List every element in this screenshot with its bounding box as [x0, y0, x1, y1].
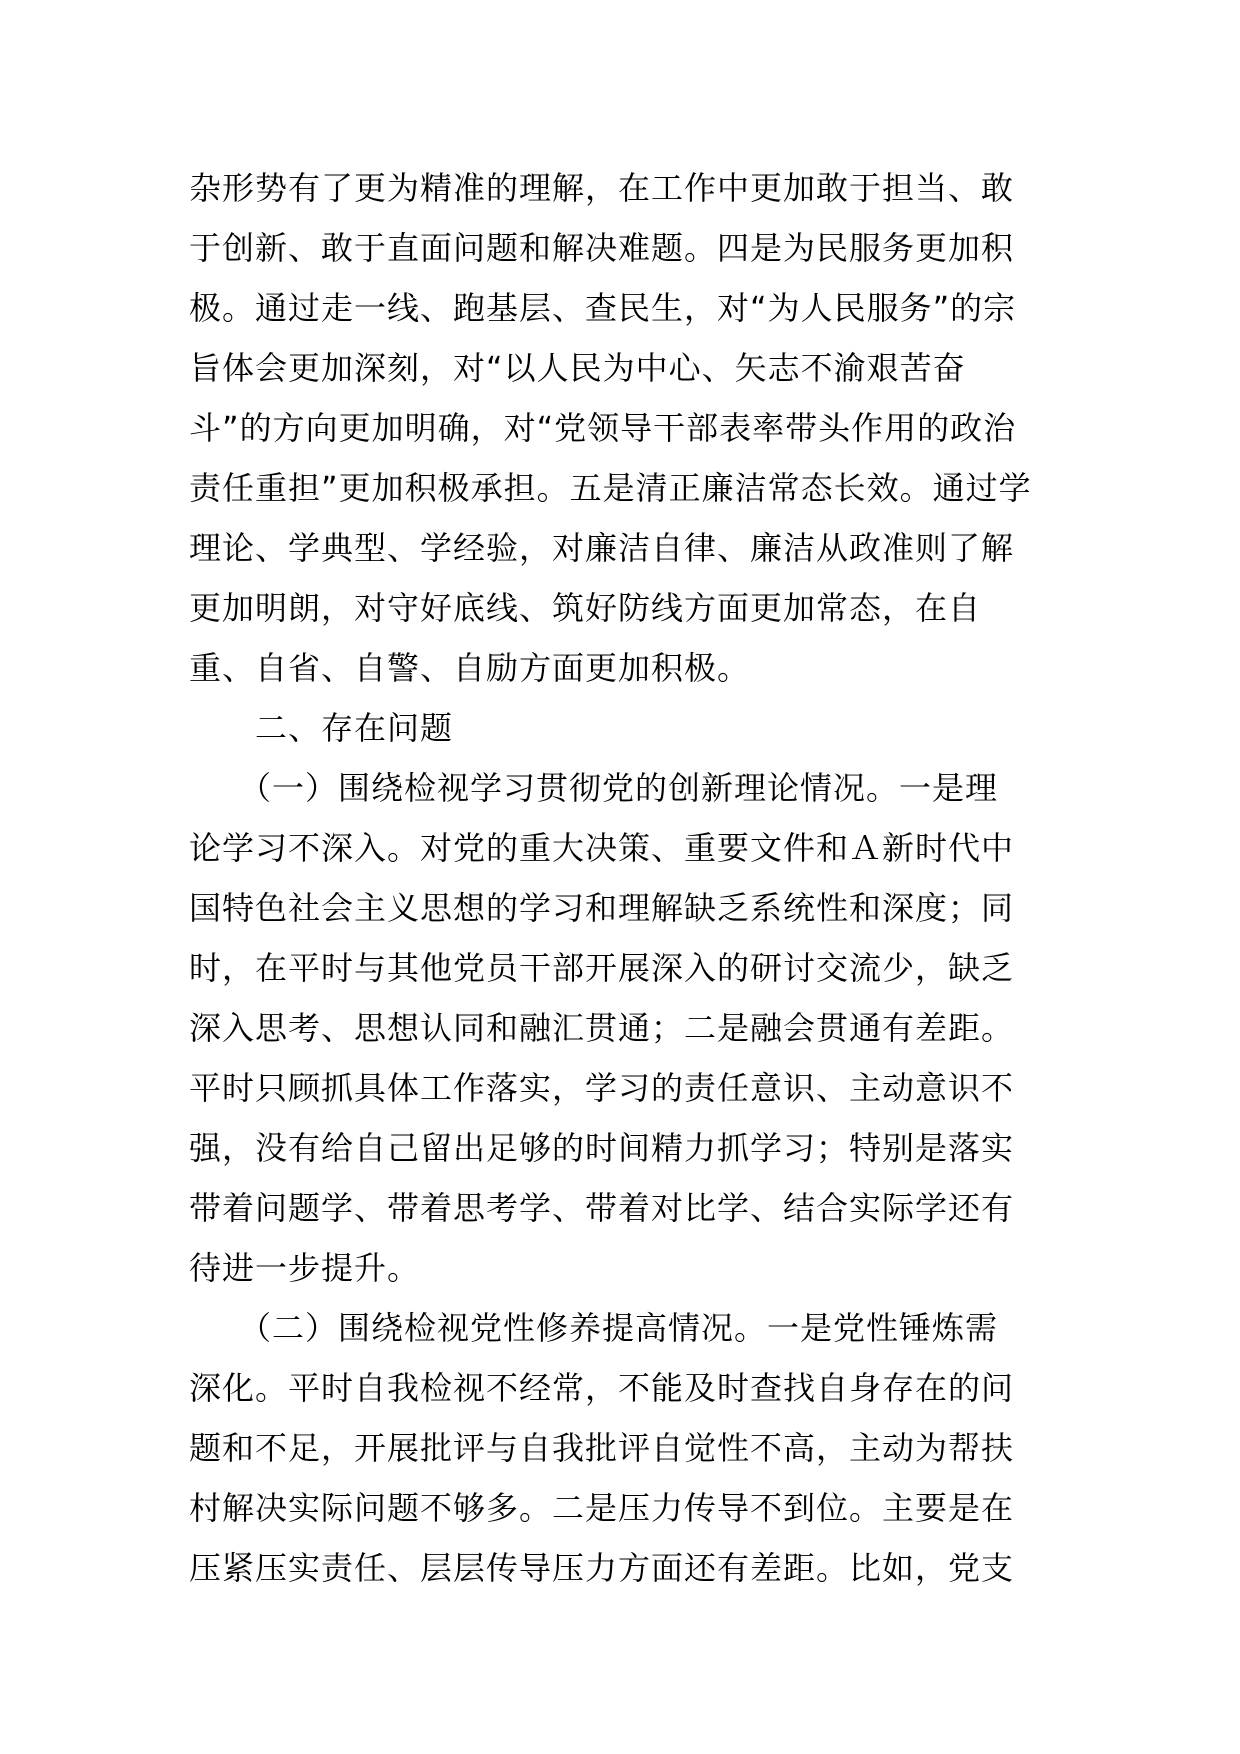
text-line: 压紧压实责任、层层传导压力方面还有差距。比如，党支	[189, 1549, 1015, 1587]
text-line: 杂形势有了更为精准的理解，在工作中更加敢于担当、敢	[189, 169, 1015, 207]
text-line: 待进一步提升。	[189, 1249, 421, 1287]
text-line: 时，在平时与其他党员干部开展深入的研讨交流少，缺乏	[189, 949, 1015, 987]
subsection-heading-line: （二）围绕检视党性修养提高情况。一是党性锤炼需	[189, 1309, 999, 1347]
text-line: 斗”的方向更加明确，对“党领导干部表率带头作用的政治	[189, 409, 1017, 447]
text-line: 更加明朗，对守好底线、筑好防线方面更加常态，在自	[189, 589, 982, 627]
text-line: 于创新、敢于直面问题和解决难题。四是为民服务更加积	[189, 229, 1015, 267]
text-line: 深化。平时自我检视不经常，不能及时查找自身存在的问	[189, 1369, 1015, 1407]
section-heading: 二、存在问题	[189, 709, 454, 747]
text-line: 责任重担”更加积极承担。五是清正廉洁常态长效。通过学	[189, 469, 1032, 507]
text-line: 旨体会更加深刻，对“以人民为中心、矢志不渝艰苦奋	[189, 349, 966, 387]
text-line: 村解决实际问题不够多。二是压力传导不到位。主要是在	[189, 1489, 1015, 1527]
document-body	[189, 158, 1069, 1598]
text-line: 平时只顾抓具体工作落实，学习的责任意识、主动意识不	[189, 1069, 1015, 1107]
text-line: 题和不足，开展批评与自我批评自觉性不高，主动为帮扶	[189, 1429, 1015, 1467]
text-line: 带着问题学、带着思考学、带着对比学、结合实际学还有	[189, 1189, 1015, 1227]
text-line: 极。通过走一线、跑基层、查民生，对“为人民服务”的宗	[189, 289, 1017, 327]
text-line: 理论、学典型、学经验，对廉洁自律、廉洁从政准则了解	[189, 529, 1015, 567]
text-line: 国特色社会主义思想的学习和理解缺乏系统性和深度；同	[189, 889, 1015, 927]
subsection-heading-line: （一）围绕检视学习贯彻党的创新理论情况。一是理	[189, 769, 999, 807]
text-line: 重、自省、自警、自励方面更加积极。	[189, 649, 751, 687]
text-line: 论学习不深入。对党的重大决策、重要文件和Ａ新时代中	[189, 829, 1015, 867]
text-line: 深入思考、思想认同和融汇贯通；二是融会贯通有差距。	[189, 1009, 1015, 1047]
text-line: 强，没有给自己留出足够的时间精力抓学习；特别是落实	[189, 1129, 1015, 1167]
